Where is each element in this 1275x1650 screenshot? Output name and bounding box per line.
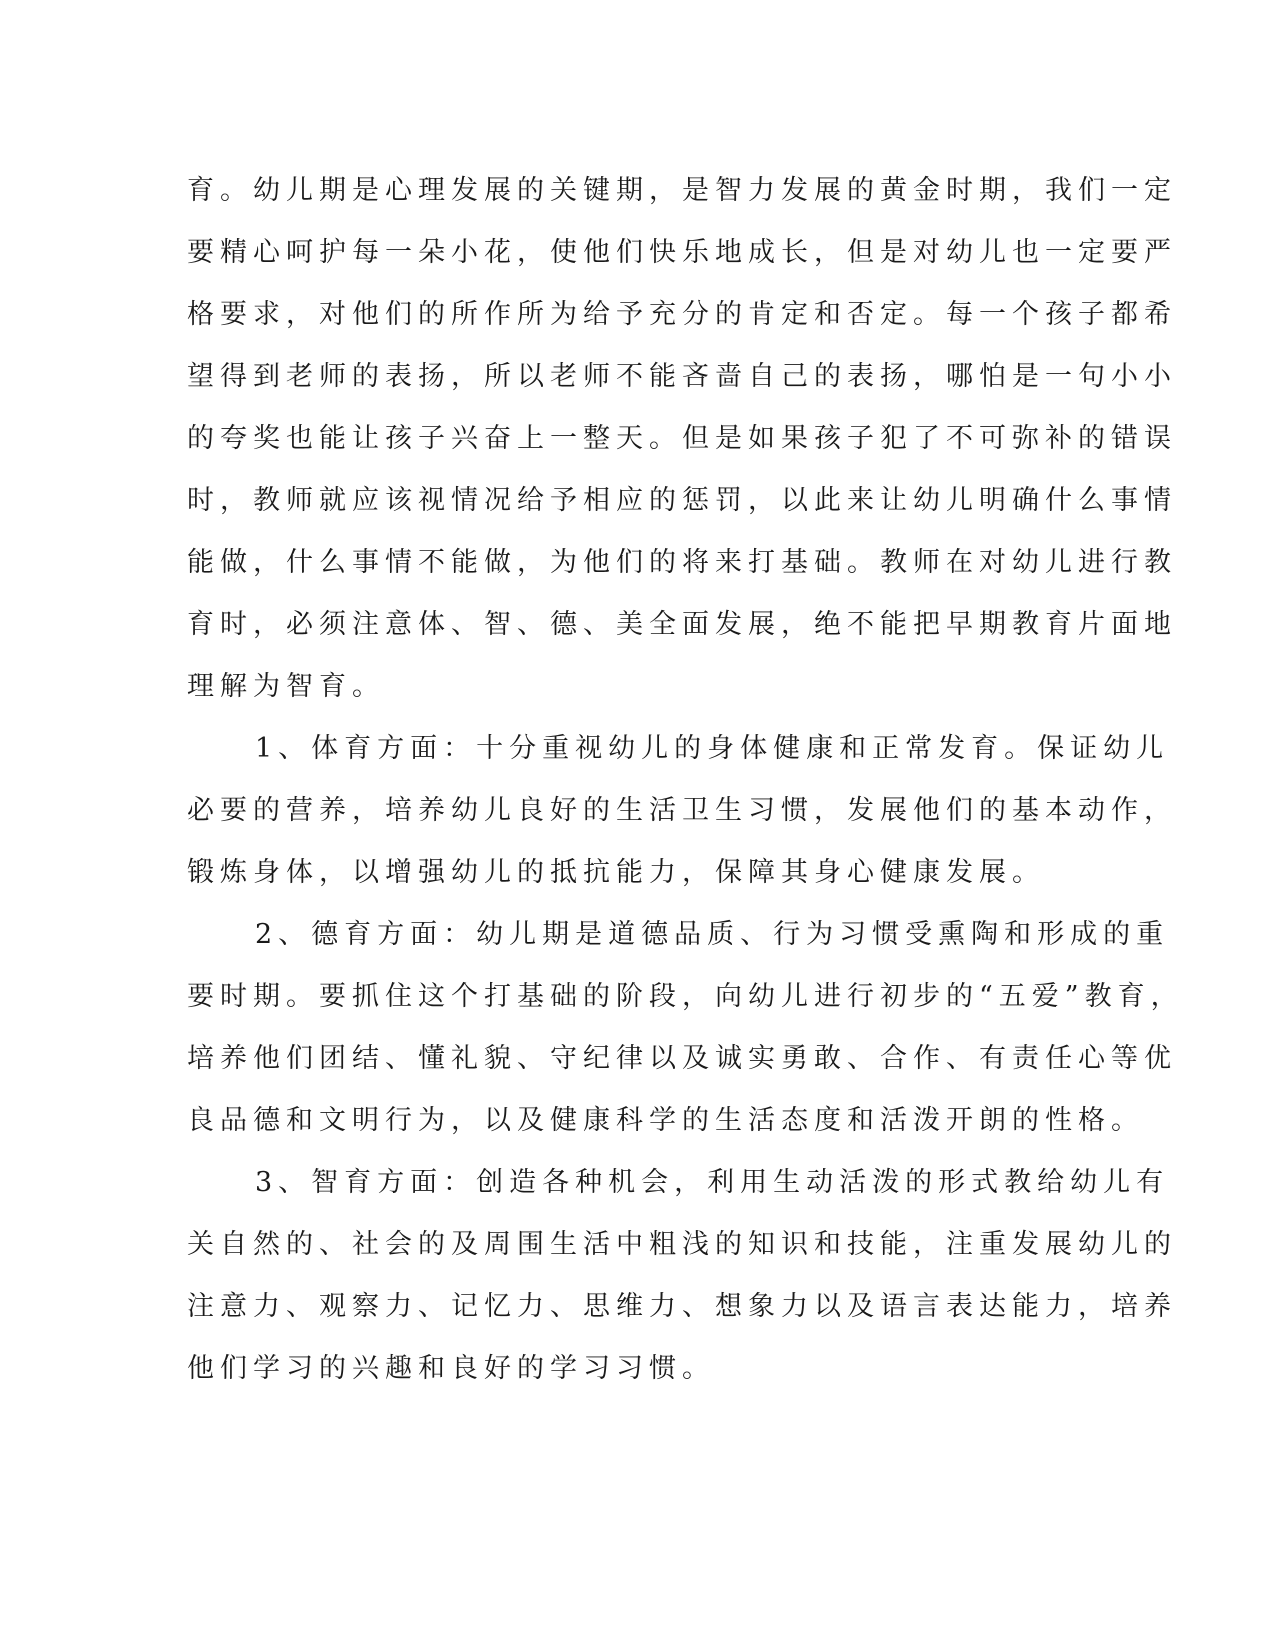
text-line: 培养他们团结、懂礼貌、守纪律以及诚实勇敢、合作、有责任心等优 xyxy=(187,1043,1177,1074)
paragraph-moral-education xyxy=(187,904,1184,1152)
paragraph-intro xyxy=(187,160,1177,718)
text-line: 望得到老师的表扬，所以老师不能吝啬自己的表扬，哪怕是一句小小 xyxy=(187,361,1177,392)
text-line: 1、体育方面：十分重视幼儿的身体健康和正常发育。保证幼儿 xyxy=(255,733,1170,764)
text-line: 格要求，对他们的所作所为给予充分的肯定和否定。每一个孩子都希 xyxy=(187,299,1177,330)
text-line: 注意力、观察力、记忆力、思维力、想象力以及语言表达能力，培养 xyxy=(187,1291,1177,1322)
text-line: 要时期。要抓住这个打基础的阶段，向幼儿进行初步的“五爱”教育， xyxy=(187,981,1184,1012)
text-line: 能做，什么事情不能做，为他们的将来打基础。教师在对幼儿进行教 xyxy=(187,547,1177,578)
text-line: 良品德和文明行为，以及健康科学的生活态度和活泼开朗的性格。 xyxy=(187,1105,1144,1136)
text-line: 要精心呵护每一朵小花，使他们快乐地成长，但是对幼儿也一定要严 xyxy=(187,237,1177,268)
text-line: 关自然的、社会的及周围生活中粗浅的知识和技能，注重发展幼儿的 xyxy=(187,1229,1177,1260)
text-line: 育。幼儿期是心理发展的关键期，是智力发展的黄金时期，我们一定 xyxy=(187,175,1177,206)
text-line: 锻炼身体，以增强幼儿的抵抗能力，保障其身心健康发展。 xyxy=(187,857,1045,888)
text-line: 时，教师就应该视情况给予相应的惩罚，以此来让幼儿明确什么事情 xyxy=(187,485,1177,516)
text-line: 育时，必须注意体、智、德、美全面发展，绝不能把早期教育片面地 xyxy=(187,609,1177,640)
text-line: 2、德育方面：幼儿期是道德品质、行为习惯受熏陶和形成的重 xyxy=(255,919,1170,950)
text-line: 理解为智育。 xyxy=(187,671,385,702)
text-line: 他们学习的兴趣和良好的学习习惯。 xyxy=(187,1353,715,1384)
paragraph-intellectual-education xyxy=(187,1152,1177,1400)
text-line: 3、智育方面：创造各种机会，利用生动活泼的形式教给幼儿有 xyxy=(255,1167,1170,1198)
text-line: 必要的营养，培养幼儿良好的生活卫生习惯，发展他们的基本动作， xyxy=(187,795,1177,826)
document-body xyxy=(187,160,1184,1400)
paragraph-physical-education xyxy=(187,718,1177,904)
text-line: 的夸奖也能让孩子兴奋上一整天。但是如果孩子犯了不可弥补的错误 xyxy=(187,423,1177,454)
